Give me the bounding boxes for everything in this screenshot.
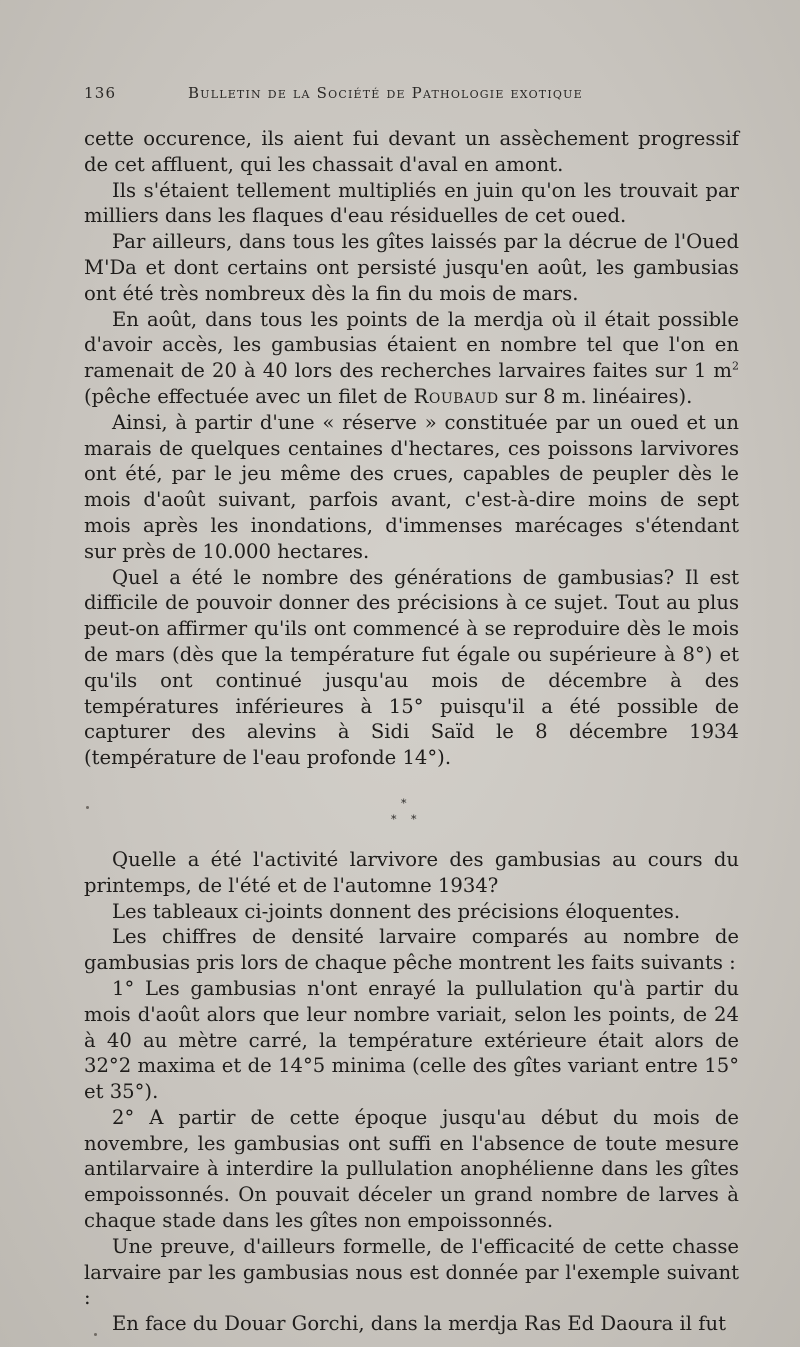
paragraph-text: sur 8 m. linéaires). <box>498 384 693 408</box>
paragraph: Quelle a été l'activité larvivore des gambusias au cours du printemps, de l'été et de l'automne 1934? <box>84 847 739 897</box>
paragraph: 2° A partir de cette époque jusqu'au début du mois de novembre, les gambusias ont suffi en l'absence de toute mesure antilarvaire à interdire la pullulation anophélienne dans les gîtes empoissonnés. On pouvait déceler un grand nombre de larves à chaque stade dans les gîtes non empoissonnés. <box>84 1105 739 1233</box>
paragraph-text: En août, dans tous les points de la merdja où il était possible d'avoir accès, les gambusias étaient en nombre tel que l'on en ramenait de 20 à 40 lors des recherches larvaires faites sur 1 m <box>84 307 739 383</box>
asterism-star: * <box>411 812 417 826</box>
paragraph: 1° Les gambusias n'ont enrayé la pullulation qu'à partir du mois d'août alors que leur nombre variait, selon les points, de 24 à 40 au mètre carré, la température extérieure était alors de 32°2 maxima et de 14°5 minima (celle des gîtes variant entre 15° et 35°). <box>84 976 739 1104</box>
paper-speck <box>86 806 89 809</box>
page-number: 136 <box>84 84 117 102</box>
asterism-star: * <box>401 796 407 810</box>
paragraph: Par ailleurs, dans tous les gîtes laissés par la décrue de l'Oued M'Da et dont certains ont persisté jusqu'en août, les gambusias ont été très nombreux dès la fin du mois de mars. <box>84 230 739 305</box>
paragraph: cette occurence, ils aient fui devant un assèchement progressif de cet affluent, qui les chassait d'aval en amont. <box>84 127 739 176</box>
author-name: Roubaud <box>413 384 499 408</box>
paragraph: Les tableaux ci-joints donnent des précisions éloquentes. <box>112 899 681 923</box>
paper-speck <box>94 1333 97 1336</box>
paragraph: Les chiffres de densité larvaire comparés au nombre de gambusias pris lors de chaque pêche montrent les faits suivants : <box>84 925 739 975</box>
paragraph-text: (pêche effectuée avec un filet de <box>84 384 414 408</box>
paragraph <box>84 307 739 410</box>
asterism-star: * <box>391 812 397 826</box>
paragraph: Ils s'étaient tellement multipliés en juin qu'on les trouvait par milliers dans les flaques d'eau résiduelles de cet oued. <box>84 178 739 228</box>
section-separator <box>84 771 739 847</box>
paragraph: Une preuve, d'ailleurs formelle, de l'efficacité de cette chasse larvaire par les gambusias nous est donnée par l'exemple suivant : <box>84 1234 739 1310</box>
paragraph: En face du Douar Gorchi, dans la merdja Ras Ed Daoura il fut <box>112 1312 727 1336</box>
running-title: Bulletin de la Société de Pathologie exotique <box>188 84 583 102</box>
superscript: 2 <box>732 359 739 373</box>
paragraph: Quel a été le nombre des générations de gambusias? Il est difficile de pouvoir donner des précisions à ce sujet. Tout au plus peut-on affirmer qu'ils ont commencé à se reproduire dès le mois de mars (dès que la température fut égale ou supérieure à 8°) et qu'ils ont continué jusqu'au mois de décembre à des températures inférieures à 15° puisqu'il a été possible de capturer des alevins à Sidi Saïd le 8 décembre 1934 (température de l'eau profonde 14°). <box>84 565 739 770</box>
body-text <box>84 126 739 1337</box>
paragraph: Ainsi, à partir d'une « réserve » constituée par un oued et un marais de quelques centaines d'hectares, ces poissons larvivores ont été, par le jeu même des crues, capables de peupler dès le mois d'août suivant, parfois avant, c'est-à-dire moins de sept mois après les inondations, d'immenses marécages s'étendant sur près de 10.000 hectares. <box>84 410 739 563</box>
